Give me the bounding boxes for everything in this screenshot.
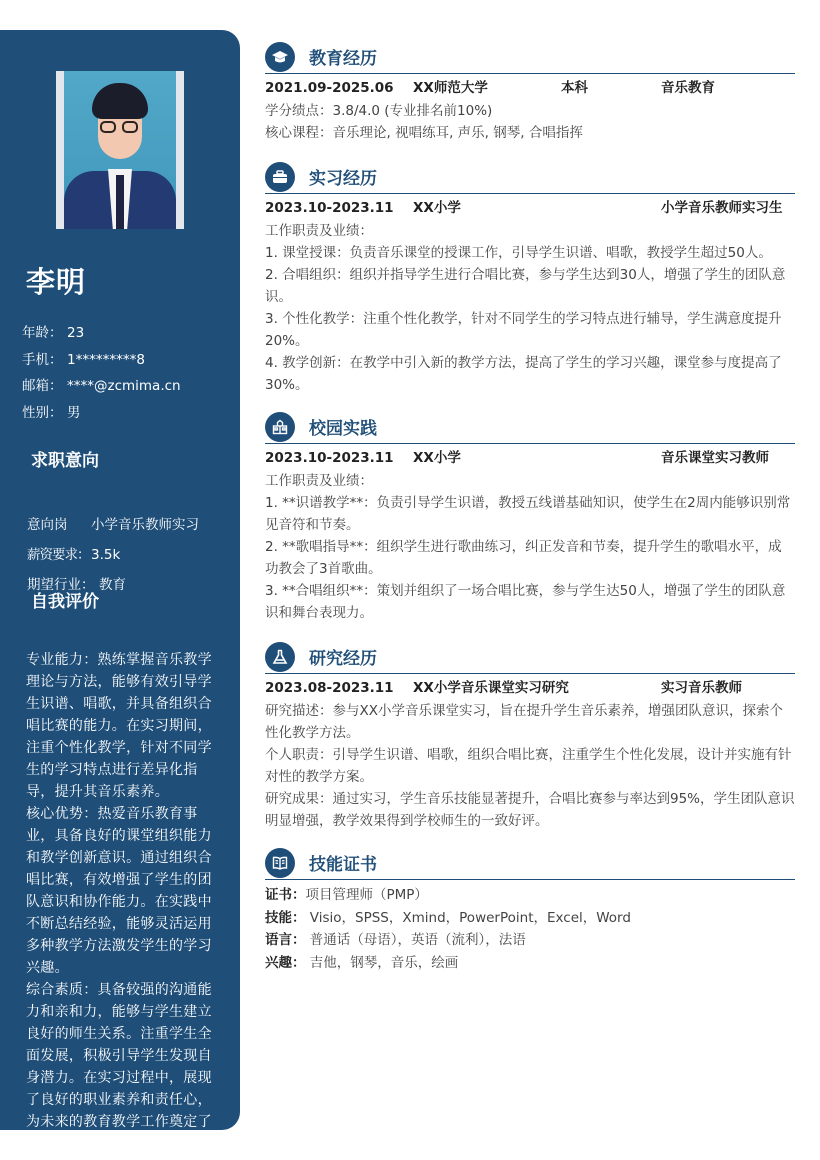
degree: 本科 — [561, 80, 588, 96]
info-label: 性别： — [22, 404, 63, 421]
self-eval-paragraph: 核心优势：热爱音乐教育事业，具备良好的课堂组织能力和教学创新意识。通过组织合唱比赛，有效增强了学生的团队意识和协作能力。在实践中不断总结经验，能够灵活运用多种教学方法激发学生的学习兴趣。 — [26, 806, 212, 976]
section-research — [265, 640, 795, 832]
entry-line: 学分绩点：3.8/4.0 (专业排名前10%) — [265, 103, 493, 119]
info-value: 1*********8 — [67, 351, 145, 368]
self-evaluation — [26, 649, 218, 1155]
role: 小学音乐教师实习生 — [661, 200, 783, 216]
school-building-icon — [265, 412, 295, 442]
entry-line: 1. **识谱教学**：负责引导学生识谱，教授五线谱基础知识，使学生在2周内能够识别常见音符和节奏。 — [265, 495, 791, 533]
self-eval-paragraph: 综合素质：具备较强的沟通能力和亲和力，能够与学生建立良好的师生关系。注重学生全面发展，积极引导学生发现自身潜力。在实习过程中，展现了良好的职业素养和责任心，为未来的教育教学工作奠定了坚实基础。 — [26, 982, 212, 1152]
entry-line: 研究成果：通过实习，学生音乐技能显著提升，合唱比赛参与率达到95%，学生团队意识明显增强，教学效果得到学校师生的一致好评。 — [265, 791, 795, 829]
major: 音乐教育 — [661, 80, 715, 96]
candidate-name: 李明 — [26, 265, 87, 299]
section-internship — [265, 160, 795, 396]
info-gender — [22, 400, 181, 427]
info-age — [22, 320, 181, 347]
section-title: 实习经历 — [309, 169, 377, 189]
entry-line: 4. 教学创新：在教学中引入新的教学方法，提高了学生的学习兴趣，课堂参与度提高了30%。 — [265, 355, 782, 393]
skill-label: 语言： — [265, 932, 306, 948]
section-header — [265, 640, 795, 674]
intent-label: 期望行业： — [27, 577, 95, 593]
entry-body — [265, 100, 795, 144]
entry-line: 3. 个性化教学：注重个性化教学，针对不同学生的学习特点进行辅导，学生满意度提升20%。 — [265, 311, 782, 349]
briefcase-icon — [265, 162, 295, 192]
entry-line: 核心课程：音乐理论, 视唱练耳, 声乐, 钢琴, 合唱指挥 — [265, 125, 583, 141]
section-title: 技能证书 — [309, 855, 377, 875]
personal-info — [22, 320, 181, 426]
profile-photo — [56, 71, 184, 229]
entry-line: 工作职责及业绩： — [265, 223, 373, 239]
intent-position — [27, 512, 199, 542]
skill-row-interests — [265, 952, 795, 975]
info-value: ****@zcmima.cn — [67, 378, 181, 394]
section-header — [265, 410, 795, 444]
skill-row-languages — [265, 929, 795, 952]
role: 实习音乐教师 — [661, 680, 742, 696]
entry-body — [265, 220, 795, 396]
sidebar — [0, 30, 240, 1152]
entry-line: 1. 课堂授课：负责音乐课堂的授课工作，引导学生识谱、唱歌，教授学生超过50人。 — [265, 245, 772, 261]
graduation-cap-icon — [265, 42, 295, 72]
role: 音乐课堂实习教师 — [661, 450, 769, 466]
entry-date: 2023.10-2023.11 — [265, 450, 394, 466]
entry-header — [265, 676, 795, 700]
skill-label: 技能： — [265, 909, 306, 926]
section-skills — [265, 846, 795, 974]
section-education — [265, 40, 795, 144]
skill-value: 项目管理师（PMP） — [305, 887, 428, 903]
entry-line: 2. **歌唱指导**：组织学生进行歌曲练习，纠正发音和节奏，提升学生的歌唱水平，成功教会了3首歌曲。 — [265, 539, 782, 577]
info-value: 男 — [67, 404, 81, 421]
intent-label: 薪资要求： — [27, 547, 90, 563]
intent-value: 教育 — [99, 577, 126, 593]
section-title: 校园实践 — [309, 419, 377, 439]
skills-list — [265, 884, 795, 974]
intent-salary — [27, 542, 199, 572]
school-name: XX师范大学 — [413, 80, 488, 96]
entry-line: 2. 合唱组织：组织并指导学生进行合唱比赛，参与学生达到30人，增强了学生的团队意识。 — [265, 267, 786, 305]
skill-value: 吉他，钢琴，音乐，绘画 — [305, 954, 459, 971]
intent-value: 3.5k — [91, 547, 121, 563]
entry-body — [265, 470, 795, 624]
entry-header — [265, 76, 795, 100]
skill-label: 证书： — [265, 887, 306, 903]
info-phone — [22, 347, 181, 374]
entry-header — [265, 196, 795, 220]
entry-line: 工作职责及业绩： — [265, 473, 373, 489]
intent-value: 小学音乐教师实习 — [91, 517, 199, 533]
info-label: 年龄： — [22, 325, 63, 341]
skill-row-certificate — [265, 884, 795, 907]
section-header — [265, 846, 795, 880]
entry-body — [265, 700, 795, 832]
intent-title: 求职意向 — [31, 451, 99, 471]
skill-label: 兴趣： — [265, 954, 306, 971]
info-value: 23 — [67, 325, 85, 341]
self-eval-paragraph: 专业能力：熟练掌握音乐教学理论与方法，能够有效引导学生识谱、唱歌，并具备组织合唱比赛的能力。在实习期间，注重个性化教学，针对不同学生的学习特点进行差异化指导，提升其音乐素养。 — [26, 652, 212, 800]
skill-value: Visio，SPSS，Xmind，PowerPoint，Excel，Word — [305, 909, 631, 926]
entry-line: 研究描述：参与XX小学音乐课堂实习，旨在提升学生音乐素养，增强团队意识，探索个性化教学方法。 — [265, 703, 783, 741]
entry-line: 3. **合唱组织**：策划并组织了一场合唱比赛，参与学生达50人，增强了学生的团队意识和舞台表现力。 — [265, 583, 786, 621]
self-eval-title: 自我评价 — [31, 592, 99, 612]
skill-value: 普通话（母语），英语（流利），法语 — [305, 932, 526, 948]
info-email — [22, 373, 181, 400]
skill-row-skills — [265, 907, 795, 930]
section-header — [265, 40, 795, 74]
section-title: 研究经历 — [309, 649, 377, 669]
entry-date: 2021.09-2025.06 — [265, 80, 394, 96]
org-name: XX小学 — [413, 450, 461, 466]
intent-label: 意向岗 — [27, 517, 68, 533]
section-title: 教育经历 — [309, 49, 377, 69]
project-name: XX小学音乐课堂实习研究 — [413, 680, 569, 696]
entry-header — [265, 446, 795, 470]
info-label: 手机： — [22, 351, 63, 368]
info-label: 邮箱： — [22, 378, 63, 394]
flask-icon — [265, 642, 295, 672]
section-header — [265, 160, 795, 194]
org-name: XX小学 — [413, 200, 461, 216]
book-icon — [265, 848, 295, 878]
entry-line: 个人职责：引导学生识谱、唱歌，组织合唱比赛，注重学生个性化发展，设计并实施有针对性的教学方案。 — [265, 747, 792, 785]
entry-date: 2023.10-2023.11 — [265, 200, 394, 216]
section-campus-practice — [265, 410, 795, 624]
entry-date: 2023.08-2023.11 — [265, 680, 394, 696]
